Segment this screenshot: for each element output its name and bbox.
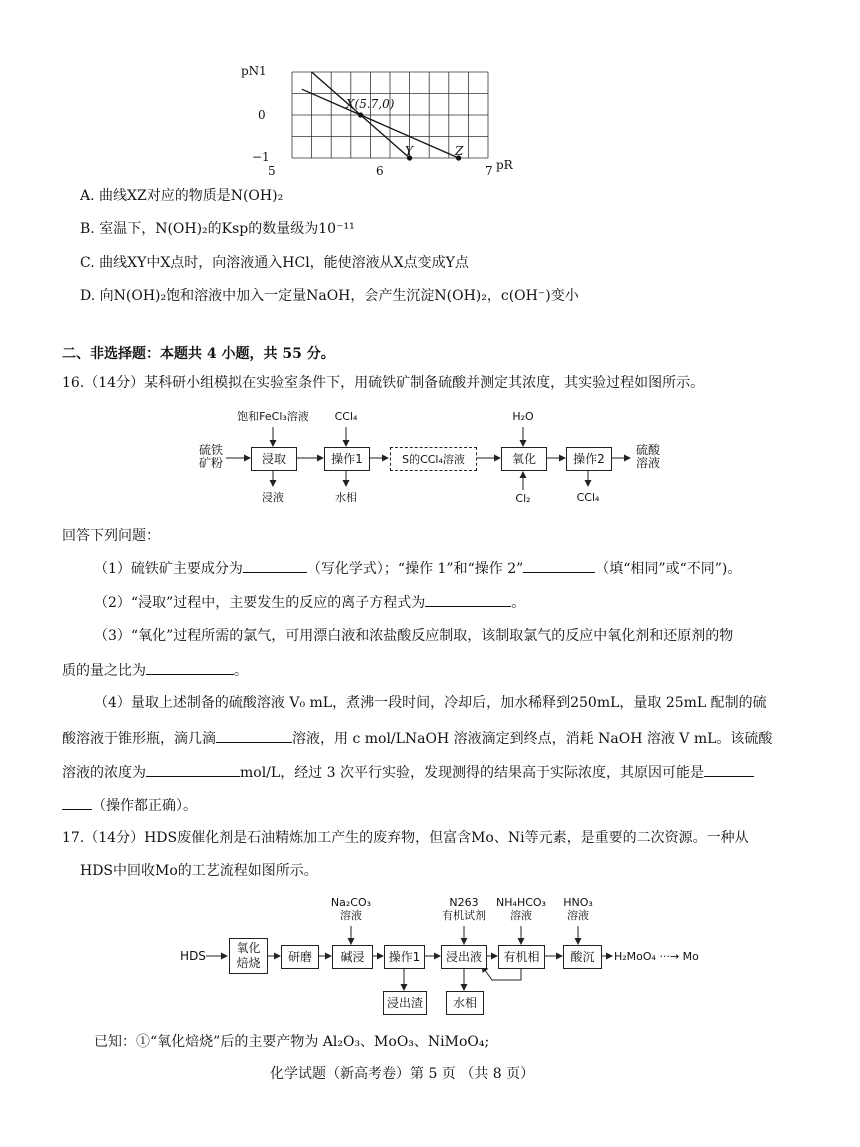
known-note: 已知：①“氧化焙烧”后的主要产物为 Al₂O₃、MoO₃、NiMoO₄; [94, 1034, 490, 1050]
q17-intro: HDS中回收Mo的工艺流程如图所示。 [80, 863, 318, 879]
flow-reagent-label: H₂O [512, 410, 534, 423]
flow-step-box: 操作1 [384, 945, 425, 969]
q16-part3-cont [62, 659, 248, 681]
text: （写化学式）；“操作 1”和“操作 2” [306, 561, 524, 577]
q16-part2 [94, 591, 525, 613]
text: 。 [234, 663, 248, 679]
flow-step-box: 氧化 [501, 447, 547, 471]
text: mol/L，经过 3 次平行实验，发现测得的结果高于实际浓度，其原因可能是 [240, 765, 705, 781]
q16-part1 [94, 557, 741, 579]
flow-reagent-label: 饱和FeCl₃溶液 [237, 410, 309, 423]
page-footer: 化学试题（新高考卷）第 5 页 （共 8 页） [270, 1066, 535, 1082]
text: （1）硫铁矿主要成分为 [94, 561, 243, 577]
flow-reagent-label: CCl₄ [334, 410, 358, 423]
flow-reagent-label: Na₂CO₃ 溶液 [330, 896, 372, 922]
flow-step-box: 操作1 [324, 447, 370, 471]
q16-flow-arrows [0, 0, 860, 520]
q17-flow-arrows [0, 880, 860, 1030]
flow-output-box: 浸出渣 [383, 991, 427, 1015]
answer-blank [146, 761, 240, 777]
point-z-label: Z [455, 144, 464, 158]
y-tick-label: 1 [259, 64, 267, 78]
text: （填“相同”或“不同”)。 [595, 561, 742, 577]
flow-input-label: Cl₂ [515, 492, 531, 505]
flow-step-box: 浸出液 [441, 945, 487, 969]
flow-step-box: 碱浸 [332, 945, 373, 969]
text: 溶液的浓度为 [62, 765, 146, 781]
section-heading: 二、非选择题：本题共 4 小题，共 55 分。 [62, 346, 335, 362]
flow-tail-label: H₂MoO₄ ···→ Mo [614, 950, 699, 963]
x-tick-label: 6 [376, 164, 384, 178]
text: （2）“浸取”过程中，主要发生的反应的离子方程式为 [94, 595, 426, 611]
text: 酸溶液于锥形瓶，滴几滴 [62, 731, 216, 747]
answer-blank [243, 557, 307, 573]
answer-blank [425, 591, 511, 607]
q16-part4-cont [62, 794, 197, 816]
text: 溶液，用 c mol/LNaOH 溶液滴定到终点，消耗 NaOH 溶液 V mL。该硫酸 [292, 731, 773, 747]
flow-output-label: 浸液 [262, 491, 284, 504]
flow-step-box: 氧化 焙烧 [229, 938, 268, 974]
answer-prompt: 回答下列问题： [62, 528, 160, 544]
flow-output-label: 水相 [335, 491, 357, 504]
option-b: B. 室温下，N(OH)₂的Ksp的数量级为10⁻¹¹ [80, 221, 355, 237]
option-c: C. 曲线XY中X点时，向溶液通入HCl，能使溶液从X点变成Y点 [80, 255, 469, 271]
answer-blank [146, 659, 234, 675]
y-tick-label: 0 [258, 108, 266, 122]
answer-blank [216, 727, 292, 743]
q16-part4-cont [62, 727, 772, 749]
flow-start-label: 硫铁 矿粉 [198, 443, 223, 470]
point-y-label: Y [405, 144, 413, 158]
flow-end-label: 硫酸 溶液 [635, 443, 660, 470]
flow-step-box: 操作2 [566, 447, 612, 471]
q16-part3: （3）“氧化”过程所需的氯气，可用漂白液和浓盐酸反应制取，该制取氯气的反应中氧化剂和还原剂的物 [94, 628, 734, 644]
point-x-label: X(5.7,0) [346, 97, 395, 111]
flow-reagent-label: NH₄HCO₃ 溶液 [496, 896, 546, 922]
flow-reagent-label: HNO₃ 溶液 [563, 896, 593, 922]
text: 。 [511, 595, 526, 611]
flow-intermediate-box: S的CCl₄溶液 [390, 447, 477, 471]
flow-step-box: 浸取 [251, 447, 297, 471]
option-a: A. 曲线XZ对应的物质是N(OH)₂ [80, 188, 284, 204]
answer-blank [523, 557, 595, 573]
q16-part4: （4）量取上述制备的硫酸溶液 V₀ mL，煮沸一段时间，冷却后，加水稀释到250mL，量取 25mL 配制的硫 [94, 695, 767, 711]
text: 质的量之比为 [62, 663, 146, 679]
flow-step-box: 研磨 [281, 945, 319, 969]
x-tick-label: 7 [485, 164, 493, 178]
answer-blank [704, 761, 754, 777]
flow-reagent-label: N263 有机试剂 [442, 896, 486, 922]
flow-output-box: 水相 [446, 991, 484, 1015]
x-axis-label: pR [496, 158, 513, 172]
q17-intro: 17.（14分）HDS废催化剂是石油精炼加工产生的废弃物，但富含Mo、Ni等元素，是重要的二次资源。一种从 [62, 830, 749, 846]
y-axis-label: pN [241, 64, 260, 78]
q16-intro: 16.（14分）某科研小组模拟在实验室条件下，用硫铁矿制备硫酸并测定其浓度，其实验过程如图所示。 [62, 375, 705, 391]
flow-step-box: 有机相 [498, 945, 545, 969]
x-tick-label: 5 [268, 164, 276, 178]
flow-output-label: CCl₄ [576, 491, 600, 504]
q16-part4-cont [62, 761, 754, 783]
y-tick-label: −1 [252, 150, 270, 164]
text: （操作都正确）。 [92, 798, 197, 814]
option-d: D. 向N(OH)₂饱和溶液中加入一定量NaOH，会产生沉淀N(OH)₂，c(OH⁻)变小 [80, 288, 579, 304]
flow-step-box: 酸沉 [563, 945, 602, 969]
answer-blank [62, 794, 92, 810]
flow-start-label: HDS [180, 949, 206, 963]
